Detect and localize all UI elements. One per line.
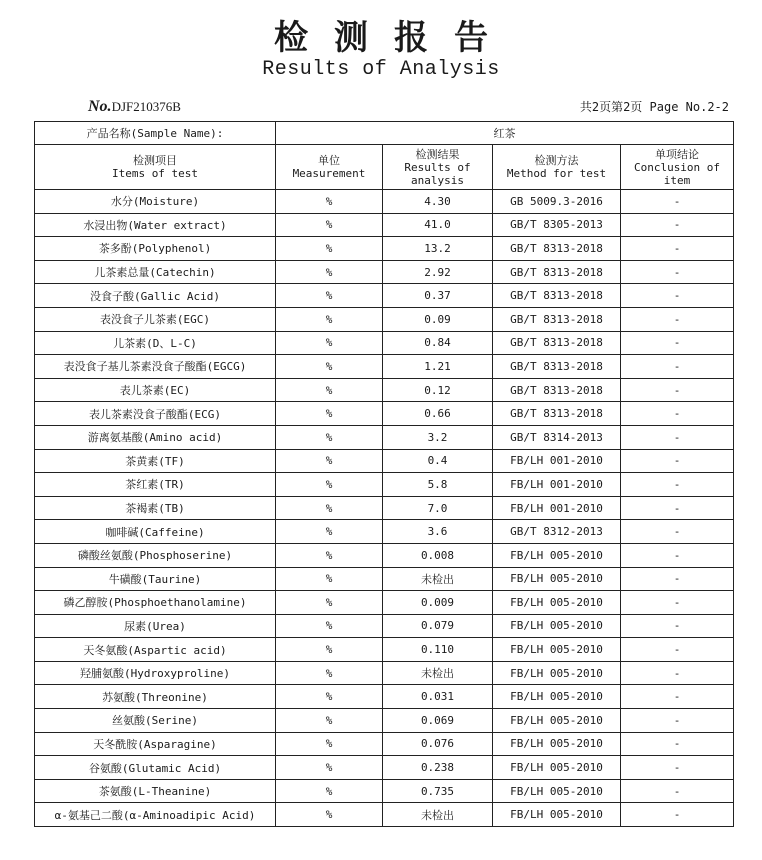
cell-method: FB/LH 001-2010 <box>493 496 621 520</box>
cell-item: 天冬酰胺(Asparagine) <box>35 732 276 756</box>
cell-unit: % <box>276 803 383 827</box>
cell-result: 41.0 <box>383 213 493 237</box>
table-row <box>35 260 734 284</box>
cell-conclusion: - <box>621 756 734 780</box>
table-row <box>35 756 734 780</box>
table-row <box>35 425 734 449</box>
table-row <box>35 732 734 756</box>
cell-result: 0.12 <box>383 378 493 402</box>
cell-conclusion: - <box>621 779 734 803</box>
cell-item: 水浸出物(Water extract) <box>35 213 276 237</box>
cell-conclusion: - <box>621 260 734 284</box>
cell-method: GB/T 8314-2013 <box>493 425 621 449</box>
cell-conclusion: - <box>621 307 734 331</box>
table-row <box>35 190 734 214</box>
cell-unit: % <box>276 779 383 803</box>
cell-item: 咖啡碱(Caffeine) <box>35 520 276 544</box>
cell-item: 磷酸丝氨酸(Phosphoserine) <box>35 543 276 567</box>
cell-unit: % <box>276 473 383 497</box>
cell-unit: % <box>276 260 383 284</box>
cell-method: GB/T 8313-2018 <box>493 378 621 402</box>
table-row <box>35 331 734 355</box>
cell-result: 0.069 <box>383 709 493 733</box>
cell-method: FB/LH 005-2010 <box>493 803 621 827</box>
column-header-unit: 单位 Measurement <box>276 145 383 190</box>
cell-conclusion: - <box>621 732 734 756</box>
table-header-row <box>35 145 734 190</box>
cell-unit: % <box>276 378 383 402</box>
cell-result: 0.110 <box>383 638 493 662</box>
cell-conclusion: - <box>621 284 734 308</box>
cell-conclusion: - <box>621 473 734 497</box>
cell-unit: % <box>276 425 383 449</box>
cell-conclusion: - <box>621 803 734 827</box>
cell-conclusion: - <box>621 190 734 214</box>
cell-item: 丝氨酸(Serine) <box>35 709 276 733</box>
column-header-result: 检测结果 Results of analysis <box>383 145 493 190</box>
cell-item: 尿素(Urea) <box>35 614 276 638</box>
cell-unit: % <box>276 213 383 237</box>
table-row <box>35 638 734 662</box>
cell-method: FB/LH 005-2010 <box>493 709 621 733</box>
cell-unit: % <box>276 543 383 567</box>
cell-result: 0.4 <box>383 449 493 473</box>
cell-method: GB/T 8313-2018 <box>493 284 621 308</box>
table-row <box>35 355 734 379</box>
cell-result: 0.66 <box>383 402 493 426</box>
cell-item: 茶褐素(TB) <box>35 496 276 520</box>
cell-item: 牛磺酸(Taurine) <box>35 567 276 591</box>
table-row <box>35 709 734 733</box>
table-row <box>35 496 734 520</box>
cell-result: 0.079 <box>383 614 493 638</box>
results-table <box>34 121 734 827</box>
cell-result: 4.30 <box>383 190 493 214</box>
table-row <box>35 284 734 308</box>
cell-item: 儿茶素(D、L-C) <box>35 331 276 355</box>
cell-method: FB/LH 001-2010 <box>493 449 621 473</box>
cell-method: FB/LH 005-2010 <box>493 614 621 638</box>
page-info: 共2页第2页 Page No.2-2 <box>579 100 729 114</box>
cell-method: GB/T 8313-2018 <box>493 237 621 261</box>
cell-conclusion: - <box>621 567 734 591</box>
cell-result: 1.21 <box>383 355 493 379</box>
sample-row <box>35 122 734 145</box>
cell-method: FB/LH 005-2010 <box>493 732 621 756</box>
cell-method: GB/T 8313-2018 <box>493 260 621 284</box>
column-header-method: 检测方法 Method for test <box>493 145 621 190</box>
cell-item: 没食子酸(Gallic Acid) <box>35 284 276 308</box>
cell-method: FB/LH 005-2010 <box>493 685 621 709</box>
cell-item: 苏氨酸(Threonine) <box>35 685 276 709</box>
table-row <box>35 307 734 331</box>
cell-unit: % <box>276 567 383 591</box>
cell-result: 5.8 <box>383 473 493 497</box>
report-number-mark: No. <box>88 98 112 115</box>
cell-item: 茶氨酸(L-Theanine) <box>35 779 276 803</box>
table-row <box>35 779 734 803</box>
table-row <box>35 520 734 544</box>
cell-result: 0.37 <box>383 284 493 308</box>
cell-method: GB/T 8312-2013 <box>493 520 621 544</box>
cell-method: FB/LH 005-2010 <box>493 543 621 567</box>
cell-item: 表没食子儿茶素(EGC) <box>35 307 276 331</box>
cell-conclusion: - <box>621 449 734 473</box>
cell-result: 7.0 <box>383 496 493 520</box>
cell-method: FB/LH 005-2010 <box>493 661 621 685</box>
cell-unit: % <box>276 449 383 473</box>
cell-unit: % <box>276 638 383 662</box>
cell-method: FB/LH 001-2010 <box>493 473 621 497</box>
cell-unit: % <box>276 307 383 331</box>
cell-method: GB/T 8305-2013 <box>493 213 621 237</box>
cell-result: 未检出 <box>383 803 493 827</box>
report-title-chinese: 检测报告 <box>274 18 514 58</box>
cell-method: GB/T 8313-2018 <box>493 355 621 379</box>
table-row <box>35 237 734 261</box>
cell-conclusion: - <box>621 614 734 638</box>
cell-method: GB/T 8313-2018 <box>493 307 621 331</box>
cell-unit: % <box>276 661 383 685</box>
cell-item: 茶多酚(Polyphenol) <box>35 237 276 261</box>
cell-item: 羟脯氨酸(Hydroxyproline) <box>35 661 276 685</box>
cell-unit: % <box>276 591 383 615</box>
cell-conclusion: - <box>621 331 734 355</box>
cell-item: α-氨基己二酸(α-Aminoadipic Acid) <box>35 803 276 827</box>
column-header-conclusion: 单项结论 Conclusion of item <box>621 145 734 190</box>
cell-conclusion: - <box>621 213 734 237</box>
cell-method: GB/T 8313-2018 <box>493 402 621 426</box>
cell-unit: % <box>276 732 383 756</box>
cell-conclusion: - <box>621 591 734 615</box>
table-row <box>35 614 734 638</box>
cell-method: FB/LH 005-2010 <box>493 591 621 615</box>
cell-conclusion: - <box>621 355 734 379</box>
cell-conclusion: - <box>621 496 734 520</box>
cell-conclusion: - <box>621 638 734 662</box>
table-row <box>35 591 734 615</box>
cell-item: 儿茶素总量(Catechin) <box>35 260 276 284</box>
report-number-value: DJF210376B <box>111 99 181 114</box>
cell-method: FB/LH 005-2010 <box>493 756 621 780</box>
cell-method: FB/LH 005-2010 <box>493 638 621 662</box>
cell-result: 0.09 <box>383 307 493 331</box>
cell-conclusion: - <box>621 661 734 685</box>
cell-unit: % <box>276 237 383 261</box>
cell-result: 未检出 <box>383 567 493 591</box>
cell-unit: % <box>276 685 383 709</box>
cell-method: GB/T 8313-2018 <box>493 331 621 355</box>
cell-item: 水分(Moisture) <box>35 190 276 214</box>
cell-unit: % <box>276 520 383 544</box>
cell-item: 茶红素(TR) <box>35 473 276 497</box>
cell-conclusion: - <box>621 378 734 402</box>
table-row <box>35 473 734 497</box>
report-number <box>88 98 181 116</box>
cell-unit: % <box>276 614 383 638</box>
table-row <box>35 803 734 827</box>
cell-unit: % <box>276 284 383 308</box>
sample-name-value: 红茶 <box>276 122 734 145</box>
cell-conclusion: - <box>621 402 734 426</box>
cell-result: 0.031 <box>383 685 493 709</box>
cell-item: 谷氨酸(Glutamic Acid) <box>35 756 276 780</box>
cell-result: 13.2 <box>383 237 493 261</box>
cell-conclusion: - <box>621 685 734 709</box>
column-header-item: 检测项目 Items of test <box>35 145 276 190</box>
cell-unit: % <box>276 402 383 426</box>
cell-item: 磷乙醇胺(Phosphoethanolamine) <box>35 591 276 615</box>
cell-item: 表儿茶素(EC) <box>35 378 276 402</box>
cell-item: 表没食子基儿茶素没食子酸酯(EGCG) <box>35 355 276 379</box>
cell-unit: % <box>276 756 383 780</box>
cell-result: 0.009 <box>383 591 493 615</box>
cell-conclusion: - <box>621 237 734 261</box>
cell-unit: % <box>276 190 383 214</box>
cell-unit: % <box>276 355 383 379</box>
cell-method: GB 5009.3-2016 <box>493 190 621 214</box>
cell-result: 0.008 <box>383 543 493 567</box>
table-row <box>35 543 734 567</box>
cell-result: 3.2 <box>383 425 493 449</box>
cell-item: 茶黄素(TF) <box>35 449 276 473</box>
cell-conclusion: - <box>621 543 734 567</box>
cell-unit: % <box>276 496 383 520</box>
cell-item: 游离氨基酸(Amino acid) <box>35 425 276 449</box>
table-row <box>35 567 734 591</box>
cell-conclusion: - <box>621 709 734 733</box>
table-row <box>35 661 734 685</box>
cell-result: 未检出 <box>383 661 493 685</box>
report-title-english: Results of Analysis <box>262 58 500 81</box>
cell-result: 3.6 <box>383 520 493 544</box>
cell-result: 0.238 <box>383 756 493 780</box>
cell-unit: % <box>276 331 383 355</box>
table-row <box>35 685 734 709</box>
cell-result: 2.92 <box>383 260 493 284</box>
sample-name-label: 产品名称(Sample Name): <box>35 122 276 145</box>
cell-result: 0.076 <box>383 732 493 756</box>
cell-item: 天冬氨酸(Aspartic acid) <box>35 638 276 662</box>
cell-conclusion: - <box>621 520 734 544</box>
cell-conclusion: - <box>621 425 734 449</box>
cell-method: FB/LH 005-2010 <box>493 779 621 803</box>
table-row <box>35 213 734 237</box>
cell-result: 0.84 <box>383 331 493 355</box>
table-row <box>35 449 734 473</box>
cell-method: FB/LH 005-2010 <box>493 567 621 591</box>
cell-unit: % <box>276 709 383 733</box>
cell-result: 0.735 <box>383 779 493 803</box>
table-row <box>35 378 734 402</box>
cell-item: 表儿茶素没食子酸酯(ECG) <box>35 402 276 426</box>
table-row <box>35 402 734 426</box>
